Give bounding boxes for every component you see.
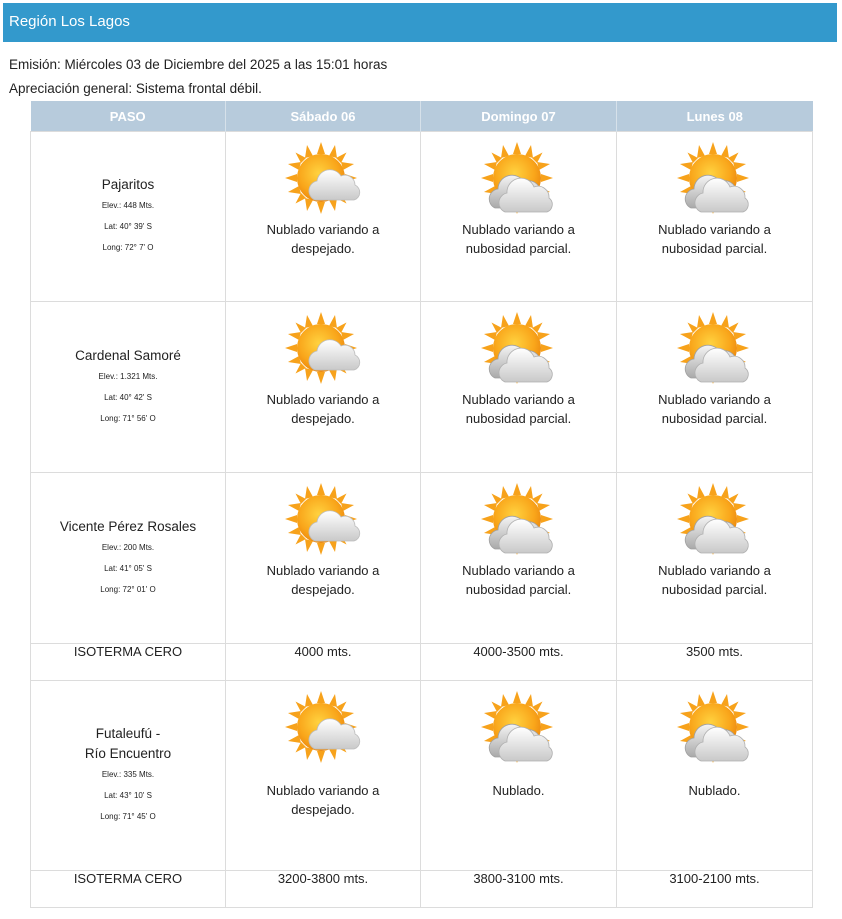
forecast-cell <box>617 302 813 473</box>
forecast-text: Nublado variando a nubosidad parcial. <box>658 392 771 426</box>
column-header-day-3: Lunes 08 <box>617 101 813 132</box>
forecast-cell <box>226 132 421 302</box>
forecast-cell <box>226 302 421 473</box>
forecast-text: Nublado variando a nubosidad parcial. <box>658 563 771 597</box>
paso-cell <box>31 302 226 473</box>
paso-long: Long: 71° 45' O <box>100 812 156 821</box>
isoterma-value: 3200-3800 mts. <box>226 871 421 908</box>
paso-elev: Elev.: 1.321 Mts. <box>98 371 158 381</box>
mostly-cloudy-sun-icon <box>481 483 557 559</box>
paso-name: Pajaritos <box>101 177 155 192</box>
forecast-table <box>30 101 813 908</box>
forecast-cell <box>421 473 617 644</box>
table-row <box>31 473 813 644</box>
forecast-text: Nublado variando a nubosidad parcial. <box>658 222 771 256</box>
column-header-day-1: Sábado 06 <box>226 101 421 132</box>
forecast-text: Nublado variando a nubosidad parcial. <box>462 563 575 597</box>
mostly-cloudy-sun-icon <box>677 691 753 767</box>
apreciacion-text: Apreciación general: Sistema frontal débil. <box>9 81 262 96</box>
forecast-text: Nublado variando a despejado. <box>266 222 380 256</box>
table-row <box>31 132 813 302</box>
forecast-cell <box>421 132 617 302</box>
forecast-text: Nublado. <box>492 783 545 798</box>
paso-lat: Lat: 40° 42' S <box>104 392 152 402</box>
partly-cloudy-sun-icon <box>285 483 361 559</box>
forecast-cell <box>421 681 617 871</box>
partly-cloudy-sun-icon <box>285 312 361 388</box>
isoterma-value: 3500 mts. <box>617 644 813 681</box>
column-header-day-2: Domingo 07 <box>421 101 617 132</box>
emision-text: Emisión: Miércoles 03 de Diciembre del 2025 a las 15:01 horas <box>9 57 388 72</box>
forecast-cell <box>617 681 813 871</box>
paso-lat: Lat: 40° 39' S <box>104 222 152 231</box>
isoterma-value: 3100-2100 mts. <box>617 871 813 908</box>
isoterma-label: ISOTERMA CERO <box>31 644 226 681</box>
paso-long: Long: 71° 56' O <box>100 413 156 423</box>
forecast-cell <box>226 473 421 644</box>
forecast-text: Nublado variando a despejado. <box>266 563 380 597</box>
paso-name-line-2: Río Encuentro <box>84 746 172 761</box>
region-title: Región Los Lagos <box>9 13 130 30</box>
forecast-cell <box>617 473 813 644</box>
isoterma-row <box>31 871 813 908</box>
isoterma-value: 4000 mts. <box>226 644 421 681</box>
mostly-cloudy-sun-icon <box>677 142 753 218</box>
table-row <box>31 302 813 473</box>
isoterma-row <box>31 644 813 681</box>
forecast-text: Nublado variando a nubosidad parcial. <box>462 222 575 256</box>
mostly-cloudy-sun-icon <box>481 312 557 388</box>
paso-cell <box>31 681 226 871</box>
partly-cloudy-sun-icon <box>285 691 361 767</box>
paso-lat: Lat: 41° 05' S <box>104 563 152 573</box>
forecast-text: Nublado variando a nubosidad parcial. <box>462 392 575 426</box>
mostly-cloudy-sun-icon <box>677 483 753 559</box>
mostly-cloudy-sun-icon <box>677 312 753 388</box>
isoterma-value: 3800-3100 mts. <box>421 871 617 908</box>
forecast-text: Nublado variando a despejado. <box>266 783 380 817</box>
forecast-cell <box>421 302 617 473</box>
forecast-cell <box>226 681 421 871</box>
paso-name: Vicente Pérez Rosales <box>59 518 197 534</box>
partly-cloudy-sun-icon <box>285 142 361 218</box>
isoterma-value: 4000-3500 mts. <box>421 644 617 681</box>
paso-long: Long: 72° 7' O <box>102 243 154 252</box>
paso-lat: Lat: 43° 10' S <box>104 791 152 800</box>
mostly-cloudy-sun-icon <box>481 691 557 767</box>
paso-elev: Elev.: 200 Mts. <box>101 542 155 552</box>
table-row <box>31 681 813 871</box>
column-header-paso: PASO <box>31 101 226 132</box>
forecast-text: Nublado variando a despejado. <box>266 392 380 426</box>
paso-name-line-1: Futaleufú - <box>95 726 161 741</box>
paso-elev: Elev.: 448 Mts. <box>101 201 155 210</box>
forecast-cell <box>617 132 813 302</box>
paso-elev: Elev.: 335 Mts. <box>101 770 155 779</box>
table-header-row <box>31 101 813 132</box>
paso-cell <box>31 473 226 644</box>
mostly-cloudy-sun-icon <box>481 142 557 218</box>
paso-name: Cardenal Samoré <box>75 347 181 363</box>
region-header <box>3 3 837 42</box>
isoterma-label: ISOTERMA CERO <box>31 871 226 908</box>
paso-long: Long: 72° 01' O <box>100 584 156 594</box>
forecast-text: Nublado. <box>688 783 741 798</box>
paso-cell <box>31 132 226 302</box>
